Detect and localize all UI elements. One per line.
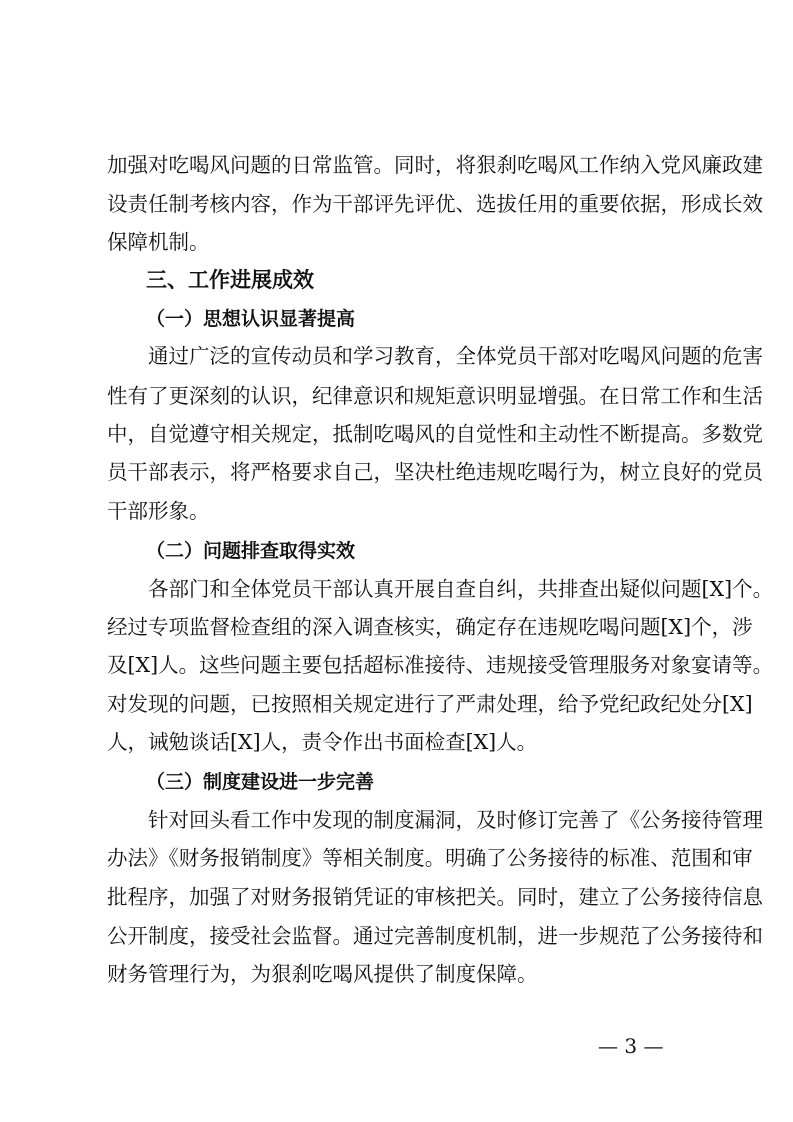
text-line: 经过专项监督检查组的深入调查核实，确定存在违规吃喝问题[X]个，涉	[107, 615, 753, 639]
text-line: 人，诫勉谈话[X]人，责令作出书面检查[X]人。	[107, 730, 538, 754]
text-line: 保障机制。	[107, 230, 210, 254]
text-line: 设责任制考核内容，作为干部评先评优、选拔任用的重要依据，形成长效	[107, 192, 763, 216]
text-line: 各部门和全体党员干部认真开展自查自纠，共排查出疑似问题[X]个。	[107, 577, 774, 601]
text-line: 加强对吃喝风问题的日常监管。同时，将狠刹吃喝风工作纳入党风廉政建	[107, 153, 763, 177]
subsection-heading-3: （三）制度建设进一步完善	[146, 771, 375, 793]
text-line: 财务管理行为，为狠刹吃喝风提供了制度保障。	[107, 962, 538, 986]
text-line: 及[X]人。这些问题主要包括超标准接待、违规接受管理服务对象宴请等。	[107, 653, 774, 677]
text-line: 批程序，加强了对财务报销凭证的审核把关。同时，建立了公务接待信息	[107, 885, 763, 909]
text-line: 员干部表示，将严格要求自己，坚决杜绝违规吃喝行为，树立良好的党员	[107, 460, 763, 484]
page-number: — 3 —	[598, 1034, 664, 1058]
text-line: 对发现的问题，已按照相关规定进行了严肃处理，给予党纪政纪处分[X]	[107, 692, 753, 716]
section-heading: 三、工作进展成效	[146, 268, 314, 292]
subsection-heading-1: （一）思想认识显著提高	[146, 308, 356, 330]
text-line: 中，自觉遵守相关规定，抵制吃喝风的自觉性和主动性不断提高。多数党	[107, 422, 763, 446]
text-line: 办法》《财务报销制度》等相关制度。明确了公务接待的标准、范围和审	[107, 846, 753, 870]
text-line: 干部形象。	[107, 499, 210, 523]
text-line: 公开制度，接受社会监督。通过完善制度机制，进一步规范了公务接待和	[107, 924, 763, 948]
text-line: 通过广泛的宣传动员和学习教育，全体党员干部对吃喝风问题的危害	[107, 344, 763, 368]
text-line: 针对回头看工作中发现的制度漏洞，及时修订完善了《公务接待管理	[107, 808, 763, 832]
text-line: 性有了更深刻的认识，纪律意识和规矩意识明显增强。在日常工作和生活	[107, 384, 763, 408]
subsection-heading-2: （二）问题排查取得实效	[146, 540, 356, 562]
